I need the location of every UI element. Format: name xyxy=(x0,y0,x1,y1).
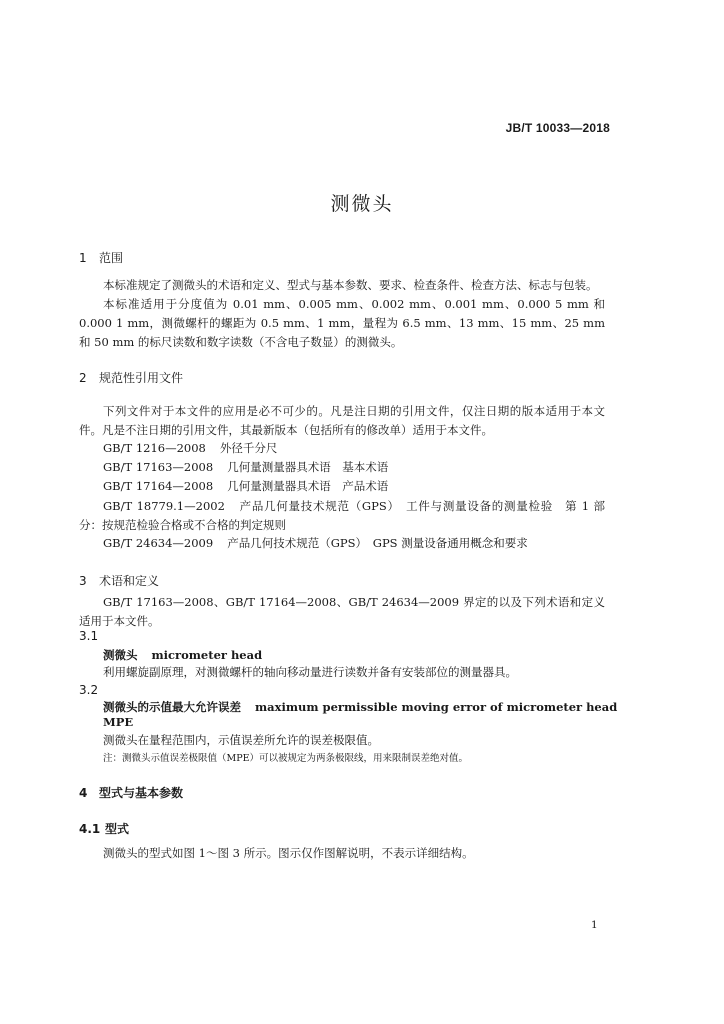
reference-code: GB/T 18779.1—2002 xyxy=(103,499,225,513)
section-title: 术语和定义 xyxy=(99,574,160,588)
section-title: 范围 xyxy=(99,251,124,265)
term-heading xyxy=(103,699,617,715)
section-title: 规范性引用文件 xyxy=(99,371,184,385)
page-number: 1 xyxy=(591,919,598,931)
section-number: 3 xyxy=(79,574,87,588)
subsection-4-1-heading xyxy=(79,820,129,837)
subsection-title: 型式 xyxy=(105,822,130,836)
reference-item xyxy=(103,535,528,551)
term-definition: 利用螺旋副原理，对测微螺杆的轴向移动量进行读数并备有安装部位的测量器具。 xyxy=(103,665,517,679)
term-note: 注：测微头示值误差极限值（MPE）可以被规定为两条极限线，用来限制误差绝对值。 xyxy=(103,753,469,764)
reference-title: 产品几何技术规范（GPS） GPS 测量设备通用概念和要求 xyxy=(227,536,528,550)
term-abbreviation xyxy=(103,715,133,729)
term-abbr: MPE xyxy=(103,715,134,729)
reference-code: GB/T 17163—2008 xyxy=(103,460,214,474)
section-2-heading xyxy=(79,369,183,386)
section-title: 型式与基本参数 xyxy=(99,786,184,800)
reference-code: GB/T 1216—2008 xyxy=(103,441,206,455)
term-english: maximum permissible moving error of micrometer head xyxy=(255,700,618,714)
section-4-heading xyxy=(79,784,183,801)
reference-item xyxy=(103,440,277,456)
paragraph: 测微头的型式如图 1～图 3 所示。图示仅作图解说明，不表示详细结构。 xyxy=(103,846,474,860)
term-number: 3.1 xyxy=(79,629,99,643)
reference-title: 产品几何量技术规范（GPS） 工件与测量设备的测量检验 第 1 部分：按规范检验合格或不合格的判定规则 xyxy=(79,499,605,532)
section-number: 4 xyxy=(79,786,88,800)
section-number: 2 xyxy=(79,371,87,385)
section-3-heading xyxy=(79,572,159,589)
paragraph: GB/T 17163—2008、GB/T 17164—2008、GB/T 24634—2009 界定的以及下列术语和定义适用于本文件。 xyxy=(79,595,605,628)
document-title: 测微头 xyxy=(330,193,394,215)
paragraph: 本标准规定了测微头的术语和定义、型式与基本参数、要求、检查条件、检查方法、标志与包装。 xyxy=(103,278,598,292)
term-definition: 测微头在量程范围内，示值误差所允许的误差极限值。 xyxy=(103,733,379,747)
reference-title: 几何量测量器具术语 基本术语 xyxy=(227,460,389,474)
section-1-heading xyxy=(79,249,123,266)
term-heading xyxy=(103,647,262,663)
paragraph: 本标准适用于分度值为 0.01 mm、0.005 mm、0.002 mm、0.001 mm、0.000 5 mm 和 0.000 1 mm，测微螺杆的螺距为 0.5 mm、1 mm，量程为 6.5 mm、13 mm、15 mm、25 mm 和 50 mm 的标尺读数和数字读数（不含电子数显）的测微头。 xyxy=(79,297,605,349)
term-english: micrometer head xyxy=(151,648,263,662)
reference-title: 外径千分尺 xyxy=(219,441,278,455)
term-number: 3.2 xyxy=(79,683,99,697)
reference-item xyxy=(79,497,605,535)
reference-item xyxy=(103,478,388,494)
standard-number: JB/T 10033—2018 xyxy=(505,121,610,135)
reference-title: 几何量测量器具术语 产品术语 xyxy=(227,479,389,493)
term-chinese: 测微头 xyxy=(103,648,138,662)
reference-code: GB/T 17164—2008 xyxy=(103,479,214,493)
paragraph: 下列文件对于本文件的应用是必不可少的。凡是注日期的引用文件，仅注日期的版本适用于本文件。凡是不注日期的引用文件，其最新版本（包括所有的修改单）适用于本文件。 xyxy=(79,404,605,437)
reference-item xyxy=(103,459,388,475)
term-chinese: 测微头的示值最大允许误差 xyxy=(103,700,241,714)
reference-code: GB/T 24634—2009 xyxy=(103,536,214,550)
section-number: 1 xyxy=(79,251,87,265)
subsection-number: 4.1 xyxy=(79,822,101,836)
